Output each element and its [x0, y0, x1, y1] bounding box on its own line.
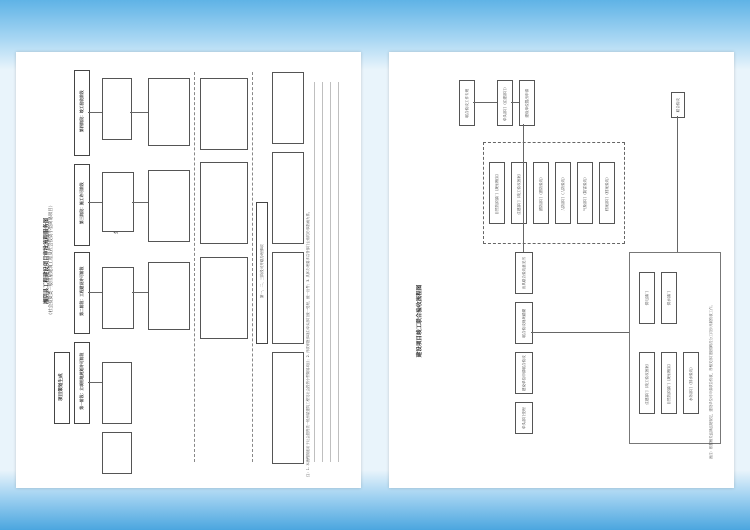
- stage-1-label: 第一阶段：立项用地规划许可阶段: [78, 352, 84, 410]
- top-node-3: [519, 80, 535, 126]
- stage-4-box-b: [148, 78, 190, 146]
- stage-3-box-c: [200, 162, 248, 244]
- dept-6-label: 档案部门（档案验收）: [604, 175, 609, 212]
- bottom-node-3-label: 水务部门（排水验收）: [688, 365, 693, 402]
- right-title: 建设项目竣工联合验收流程图: [417, 284, 423, 358]
- stage-4-box-c: [200, 78, 248, 150]
- connector: [130, 112, 148, 113]
- connector: [677, 116, 678, 252]
- stage-1-header: [74, 342, 90, 424]
- stage-4-label: 第四阶段：竣工验收阶段: [78, 90, 84, 133]
- bottom-node-2-label: 自然资源部门（规划核实）: [666, 361, 671, 405]
- stage-2-label: 第二阶段：工程建设许可阶段: [78, 266, 84, 316]
- bottom-node-5: [661, 272, 677, 324]
- dept-2: [511, 162, 527, 224]
- stage-divider: [194, 72, 195, 462]
- stage-3-header: [74, 164, 90, 246]
- parallel-box-a: [272, 352, 304, 464]
- top-node-1-label: 联合验收工作专班: [464, 88, 469, 118]
- bottom-node-5-label: 供水部门: [666, 291, 671, 306]
- left-title-line1: 湘阴县工程建设项目审批流程服务图: [44, 217, 50, 305]
- step-apply-box: [515, 352, 533, 394]
- connector: [132, 292, 148, 293]
- top-node-2-label: 牵头部门（住建部门）: [502, 85, 507, 122]
- top-node-2: [497, 80, 513, 126]
- stage-3-box-a: [102, 172, 134, 232]
- parallel-box-b: [272, 252, 304, 344]
- connector: [511, 102, 519, 103]
- bottom-node-1: [639, 352, 655, 414]
- stage-divider: [252, 72, 253, 462]
- stage-4-box-a: [102, 78, 132, 140]
- stage-3-box-b: [148, 170, 190, 242]
- dept-3: [533, 162, 549, 224]
- stage-1-box-b: [102, 432, 132, 474]
- top-node-1: [459, 80, 475, 126]
- left-title-line2: （社会投资类一般房屋建筑工程及社会投资小型简易项目）: [49, 202, 54, 318]
- bottom-node-1-label: 住建部门（竣工验收备案）: [644, 361, 649, 405]
- dept-1-label: 自然资源部门（规划核实）: [494, 171, 499, 215]
- bottom-node-2: [661, 352, 677, 414]
- parallel-box-c: [272, 152, 304, 244]
- connector: [88, 202, 102, 203]
- project-planning-box: [54, 352, 70, 424]
- left-flowchart-page: [16, 52, 361, 488]
- stage-2-box-a: [102, 267, 134, 329]
- step-opinion-label: 出具联合验收意见书: [521, 257, 526, 290]
- step-opinion-box: [515, 252, 533, 294]
- right-footer-note: 备注：根据相关法律法规规定，建设单位可申请联合验收，各相关部门按照职责分工同步开展验收工作。: [708, 303, 713, 460]
- dept-6: [599, 162, 615, 224]
- bottom-node-4: [639, 272, 655, 324]
- stage-2-box-c: [200, 257, 248, 339]
- parallel-items-label: 第一、二、三阶段可并联办理事项: [259, 244, 264, 299]
- top-node-3-label: 建设单位提出申请: [524, 88, 529, 118]
- stage-2-header: [74, 252, 90, 334]
- connector: [88, 112, 102, 113]
- connector: [523, 124, 524, 252]
- stage-2-box-b: [148, 262, 190, 330]
- connector: [88, 292, 102, 293]
- right-flowchart-page: [389, 52, 734, 488]
- connector: [132, 202, 148, 203]
- parallel-box-d: [272, 72, 304, 144]
- connector: [531, 332, 629, 333]
- step-inspect-box: [515, 302, 533, 344]
- bottom-node-4-label: 供电部门: [644, 291, 649, 306]
- step-accept-label: 牵头部门受理: [521, 407, 526, 429]
- step-accept-box: [515, 402, 533, 434]
- stage-3-label: 第三阶段：施工许可阶段: [78, 182, 84, 225]
- dept-5: [577, 162, 593, 224]
- dept-5-label: 气象部门（防雷验收）: [582, 175, 587, 212]
- step-inspect-label: 联合验收现场踏勘: [521, 308, 526, 338]
- connector: [473, 102, 497, 103]
- dept-4: [555, 162, 571, 224]
- bottom-node-3: [683, 352, 699, 414]
- parallel-items-bar: [256, 202, 268, 344]
- dept-3-label: 消防部门（消防验收）: [538, 175, 543, 212]
- result-node: [671, 92, 685, 118]
- dept-4-label: 人防部门（人防验收）: [560, 175, 565, 212]
- stage-4-header: [74, 70, 90, 156]
- stage-1-box-a: [102, 362, 132, 424]
- step-apply-label: 建设单位申请联合验收: [521, 355, 526, 392]
- connector: [88, 382, 102, 383]
- left-notes: 注：1. 本流程图适用于社会投资类一般房屋建筑工程及社会投资小型简易项目；2. 并联审批事项由牵头部门统一受理、统一出件；3. 具体办理要求以各部门公布的办事指南为准。: [306, 209, 310, 477]
- result-node-label: 联合验收: [675, 98, 680, 113]
- dept-2-label: 住建部门（竣工验收备案）: [516, 171, 521, 215]
- dept-1: [489, 162, 505, 224]
- project-planning-label: 项目策划生成: [58, 373, 64, 401]
